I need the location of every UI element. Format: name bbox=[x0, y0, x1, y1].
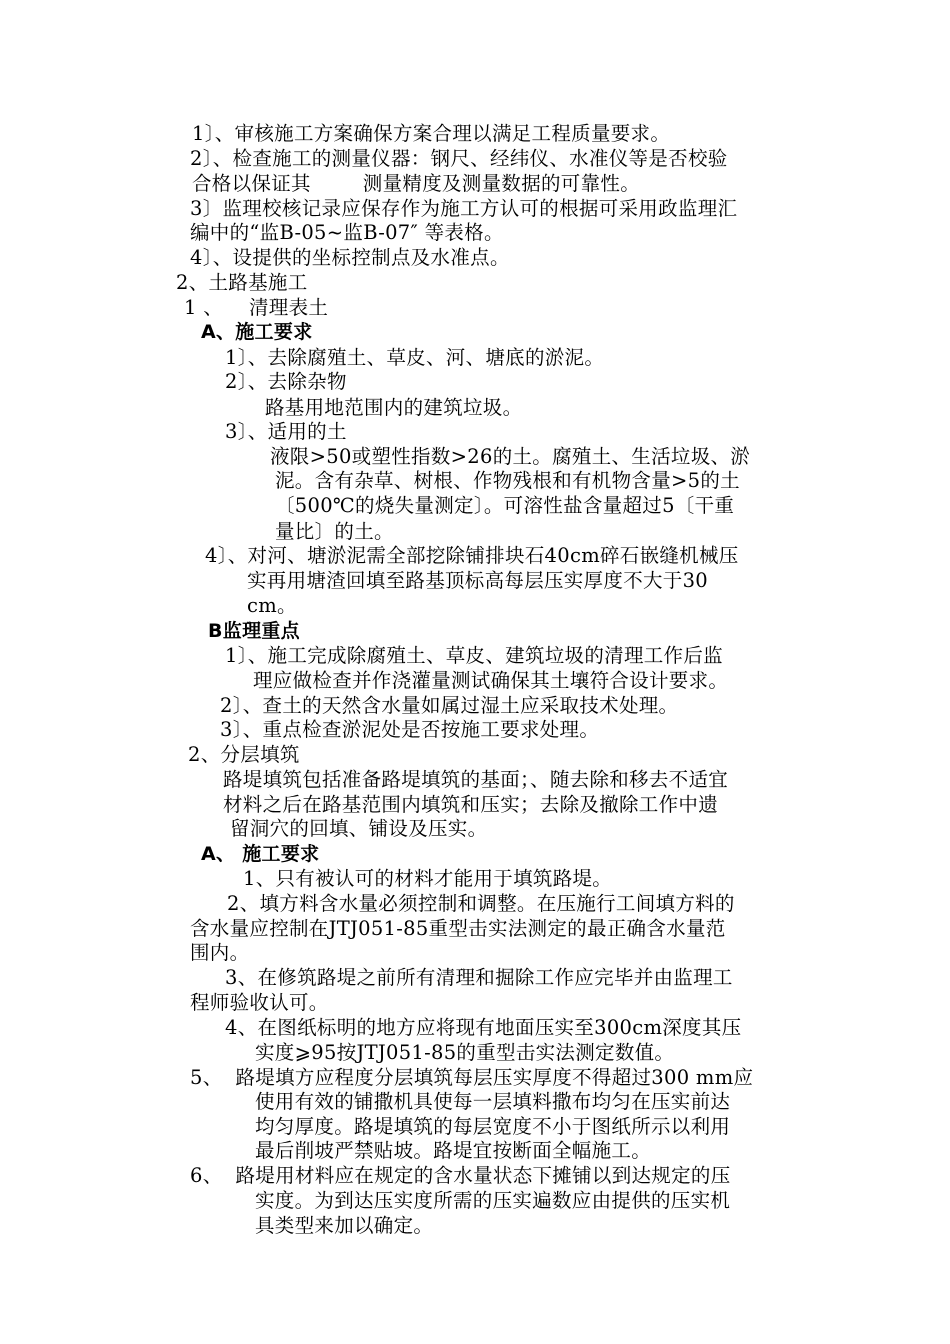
text-line: 理应做检查并作浇灌量测试确保其土壤符合设计要求。 bbox=[253, 669, 729, 692]
text-line: cm。 bbox=[247, 594, 297, 617]
text-line: 3、在修筑路堤之前所有清理和掘除工作应完毕并由监理工 bbox=[225, 966, 733, 989]
section-heading: 2、土路基施工 bbox=[176, 271, 308, 294]
text-line: 液限>50或塑性指数>26的土。腐殖土、生活垃圾、淤 bbox=[270, 445, 751, 468]
text-line: 实再用塘渣回填至路基顶标高每层压实厚度不大于30 bbox=[247, 569, 709, 592]
text-line: 3〕、重点检查淤泥处是否按施工要求处理。 bbox=[220, 718, 600, 741]
subsection-heading: 2、分层填筑 bbox=[188, 743, 300, 766]
text-line: 合格以保证其 测量精度及测量数据的可靠性。 bbox=[192, 172, 640, 195]
text-line: 含水量应控制在JTJ051-85重型击实法测定的最正确含水量范 bbox=[190, 917, 726, 940]
text-line: 3〕监理校核记录应保存作为施工方认可的根据可采用政监理汇 bbox=[190, 197, 738, 220]
bold-heading: B监理重点 bbox=[208, 620, 300, 642]
text-line: 围内。 bbox=[190, 941, 250, 964]
text-line: 2、填方料含水量必须控制和调整。在压施行工间填方料的 bbox=[227, 892, 735, 915]
text-line: 〔500℃的烧失量测定〕。可溶性盐含量超过5〔干重 bbox=[275, 494, 735, 517]
text-line: 最后削坡严禁贴坡。路堤宜按断面全幅施工。 bbox=[255, 1139, 652, 1162]
text-line: 1〕、施工完成除腐殖土、草皮、建筑垃圾的清理工作后监 bbox=[225, 644, 723, 667]
text-line: 5、 路堤填方应程度分层填筑每层压实厚度不得超过300 mm应 bbox=[190, 1066, 754, 1089]
text-line: 留洞穴的回填、铺设及压实。 bbox=[230, 817, 488, 840]
text-line: 实度⩾95按JTJ051-85的重型击实法测定数值。 bbox=[255, 1041, 675, 1064]
text-line: 量比〕的土。 bbox=[275, 520, 394, 543]
text-line: 具类型来加以确定。 bbox=[255, 1214, 434, 1237]
text-line: 泥。含有杂草、树根、作物残根和有机物含量>5的土 bbox=[275, 469, 740, 492]
text-line: 6、 路堤用材料应在规定的含水量状态下摊铺以到达规定的压 bbox=[190, 1164, 731, 1187]
bold-heading: A、施工要求 bbox=[201, 321, 313, 343]
text-line: 4〕、设提供的坐标控制点及水准点。 bbox=[190, 246, 510, 269]
text-line: 3〕、适用的土 bbox=[225, 420, 347, 443]
text-line: 4、在图纸标明的地方应将现有地面压实至300cm深度其压 bbox=[225, 1016, 742, 1039]
text-line: 2〕、去除杂物 bbox=[225, 370, 347, 393]
text-line: 实度。为到达压实度所需的压实遍数应由提供的压实机 bbox=[255, 1189, 731, 1212]
text-line: 1〕、审核施工方案确保方案合理以满足工程质量要求。 bbox=[192, 122, 671, 145]
text-line: 2〕、查土的天然含水量如属过湿土应采取技术处理。 bbox=[220, 694, 679, 717]
text-line: 路堤填筑包括准备路堤填筑的基面；、随去除和移去不适宜 bbox=[223, 768, 729, 791]
text-line: 4〕、对河、塘淤泥需全部挖除铺排块石40cm碎石嵌缝机械压 bbox=[205, 544, 739, 567]
bold-heading: A、 施工要求 bbox=[201, 843, 320, 865]
text-line: 使用有效的铺撒机具使每一层填料撒布均匀在压实前达 bbox=[255, 1090, 731, 1113]
text-line: 1〕、去除腐殖土、草皮、河、塘底的淤泥。 bbox=[225, 346, 605, 369]
text-line: 1、只有被认可的材料才能用于填筑路堤。 bbox=[243, 867, 613, 890]
subsection-heading: 1 、 清理表土 bbox=[184, 296, 329, 319]
text-line: 材料之后在路基范围内填筑和压实；去除及撤除工作中遗 bbox=[223, 793, 719, 816]
text-line: 程师验收认可。 bbox=[190, 991, 329, 1014]
text-line: 均匀厚度。路堤填筑的每层宽度不小于图纸所示以利用 bbox=[255, 1115, 731, 1138]
text-line: 编中的“监B-05~监B-07″ 等表格。 bbox=[190, 221, 504, 244]
text-line: 2〕、检查施工的测量仪器：钢尺、经纬仪、水准仪等是否校验 bbox=[190, 147, 728, 170]
text-line: 路基用地范围内的建筑垃圾。 bbox=[265, 396, 523, 419]
